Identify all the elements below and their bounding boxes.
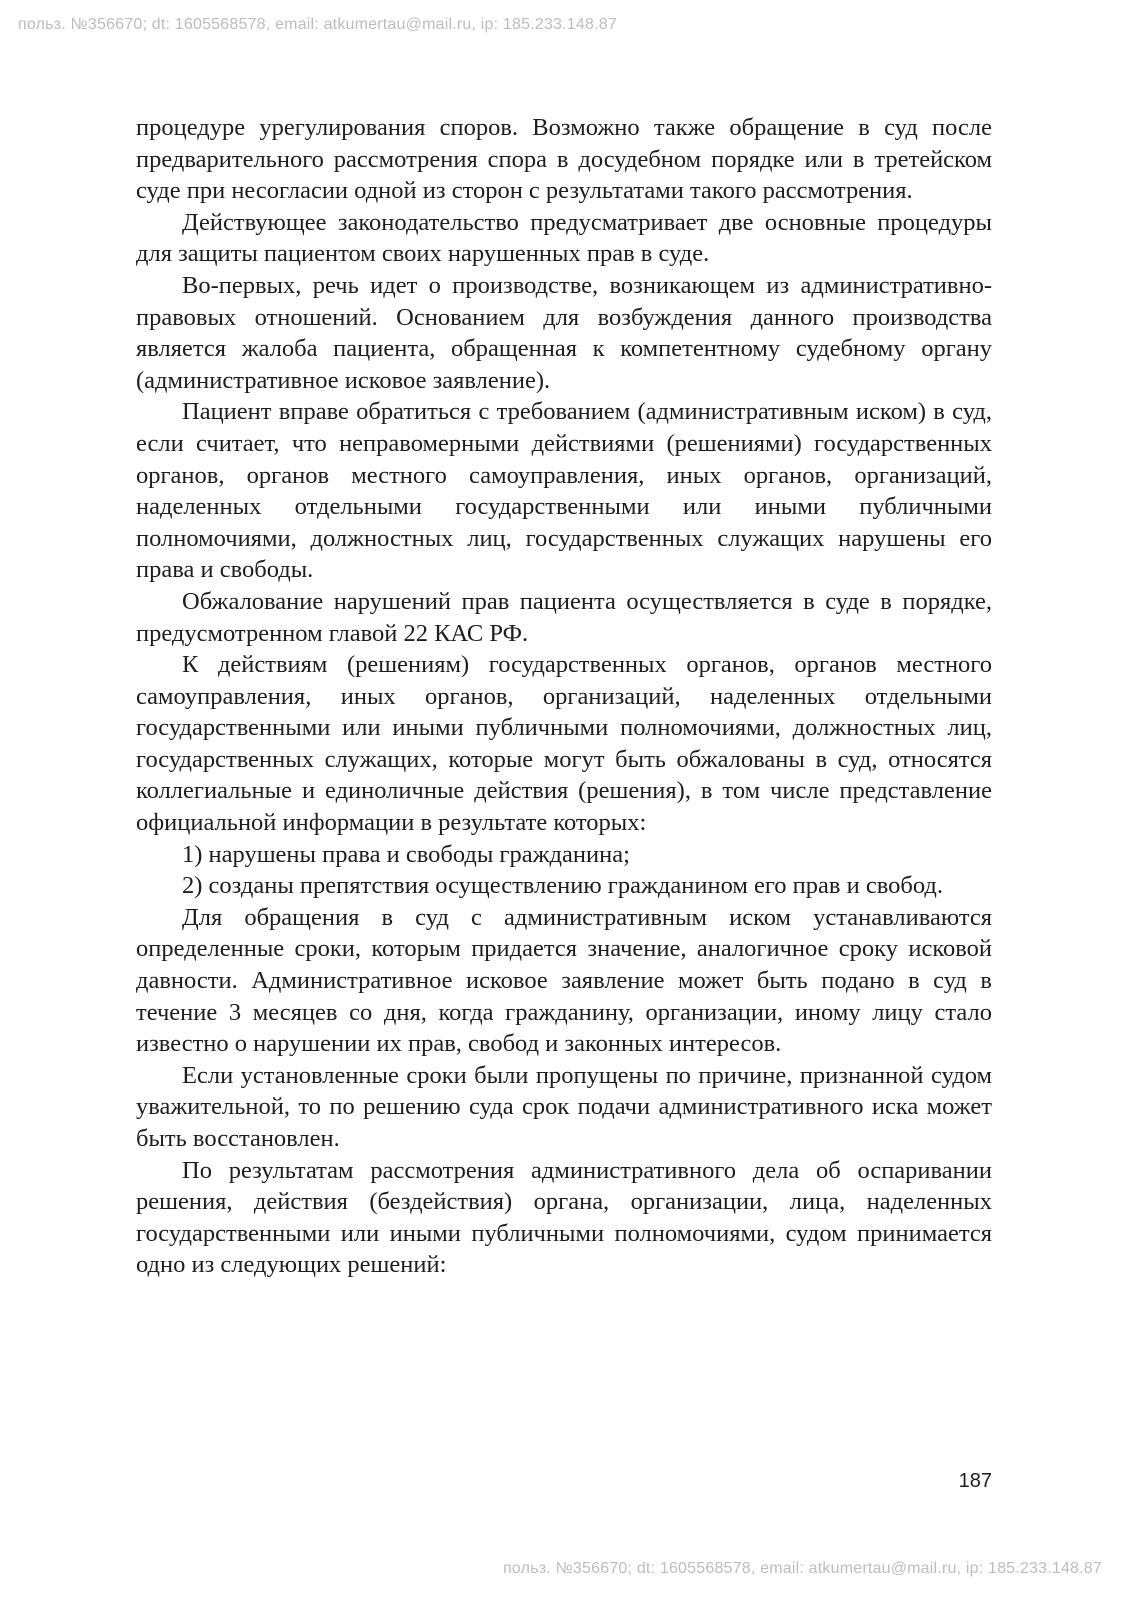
list-item: 1) нарушены права и свободы гражданина; [182, 840, 630, 868]
document-body [136, 112, 992, 1281]
watermark-top: польз. №356670; dt: 1605568578, email: atkumertau@mail.ru, ip: 185.233.148.87 [18, 16, 617, 33]
paragraph: Обжалование нарушений прав пациента осуществляется в суде в порядке, предусмотренном главой 22 КАС РФ. [136, 587, 992, 647]
paragraph-continuation: процедуре урегулирования споров. Возможно также обращение в суд после предварительного рассмотрения спора в досудебном порядке или в третейском суде при несогласии одной из сторон с результатами такого рассмотрения. [136, 114, 992, 205]
paragraph: По результатам рассмотрения административного дела об оспаривании решения, действия (бездействия) органа, организации, лица, наделенных государственными или иными публичными полномочиями, судом принимается одно из следующих решений: [136, 1156, 992, 1279]
list-item: 2) созданы препятствия осуществлению гражданином его прав и свобод. [182, 872, 943, 900]
watermark-bottom: польз. №356670; dt: 1605568578, email: atkumertau@mail.ru, ip: 185.233.148.87 [503, 1560, 1102, 1577]
paragraph: Если установленные сроки были пропущены по причине, признанной судом уважительной, то по решению суда срок подачи административного иска может быть восстановлен. [136, 1061, 992, 1152]
paragraph: Во-первых, речь идет о производстве, возникающем из административно-правовых отношений. Основанием для возбуждения данного производства является жалоба пациента, обращенная к компетентному судебному органу (административное исковое заявление). [136, 271, 992, 394]
paragraph: К действиям (решениям) государственных органов, органов местного самоуправления, иных органов, организаций, наделенных отдельными государственными или иными публичными полномочиями, должностных лиц, государственных служащих, которые могут быть обжалованы в суд, относятся коллегиальные и единоличные действия (решения), в том числе представление официальной информации в результате которых: [136, 651, 992, 837]
paragraph: Пациент вправе обратиться с требованием (административным иском) в суд, если считает, что неправомерными действиями (решениями) государственных органов, органов местного самоуправления, иных органов, организаций, наделенных отдельными государственными или иными публичными полномочиями, должностных лиц, государственных служащих нарушены его права и свободы. [136, 398, 992, 584]
paragraph: Действующее законодательство предусматривает две основные процедуры для защиты пациентом своих нарушенных прав в суде. [136, 208, 992, 268]
paragraph: Для обращения в суд с административным иском устанавливаются определенные сроки, которым придается значение, аналогичное сроку исковой давности. Административное исковое заявление может быть подано в суд в течение 3 месяцев со дня, когда гражданину, организации, иному лицу стало известно о нарушении их прав, свобод и законных интересов. [136, 903, 992, 1058]
page-number: 187 [958, 1470, 992, 1492]
